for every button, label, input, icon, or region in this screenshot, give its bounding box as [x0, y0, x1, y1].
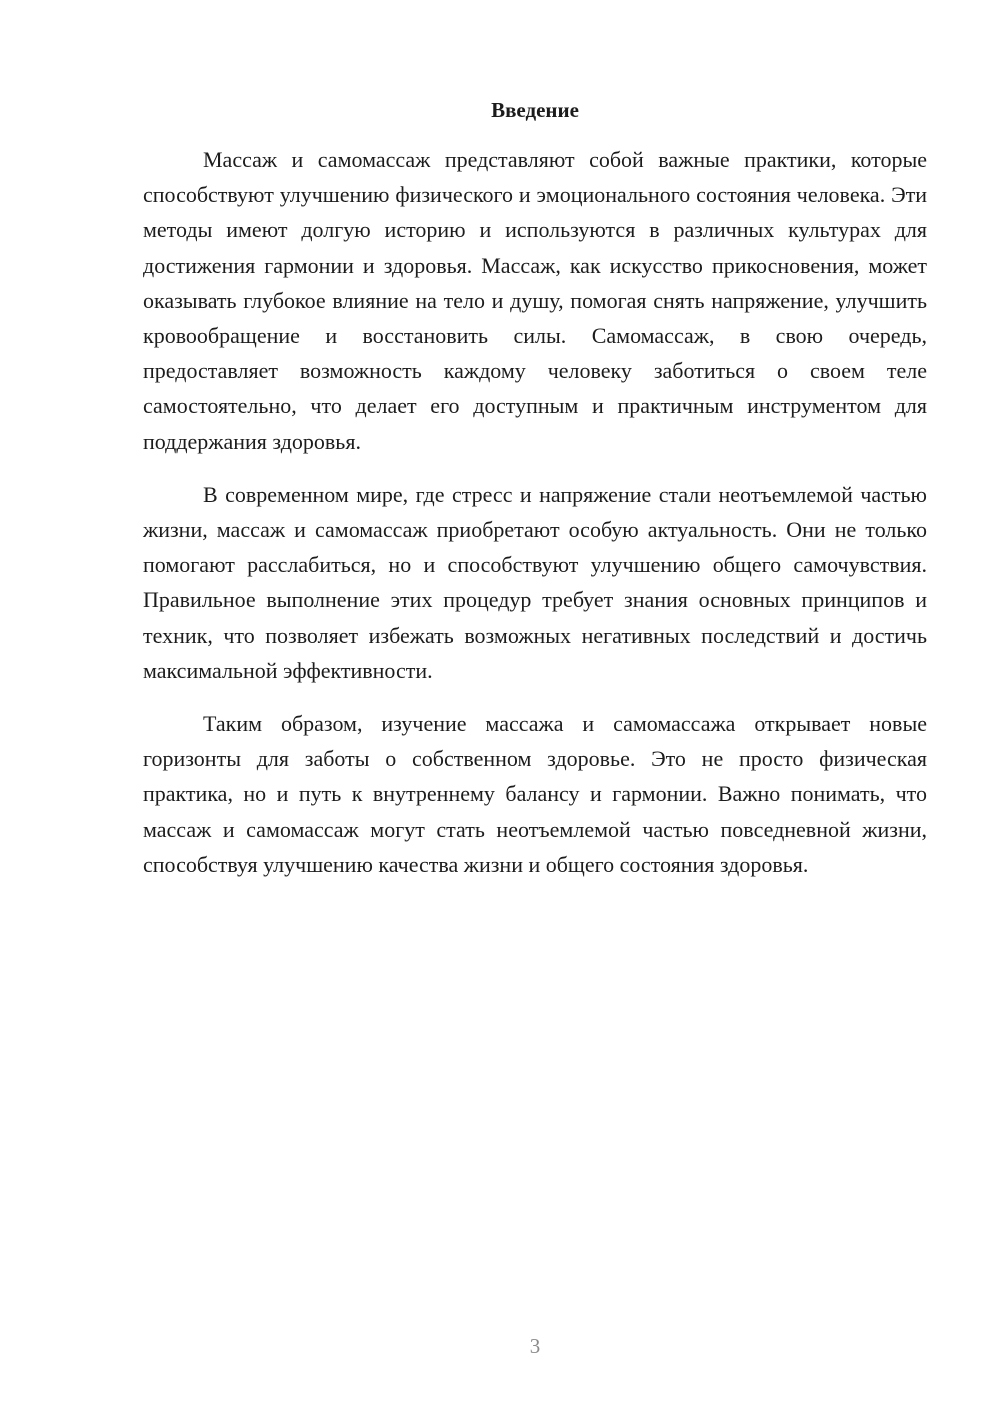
- page-content: [143, 95, 927, 882]
- paragraph-2: В современном мире, где стресс и напряжение стали неотъемлемой частью жизни, массаж и самомассаж приобретают особую актуальность. Они не только помогают расслабиться, но и способствуют улучшению общего самочувствия. Правильное выполнение этих процедур требует знания основных принципов и техник, что позволяет избежать возможных негативных последствий и достичь максимальной эффективности.: [143, 481, 927, 683]
- section-heading: Введение: [491, 98, 579, 122]
- paragraph-1: Массаж и самомассаж представляют собой важные практики, которые способствуют улучшению физического и эмоционального состояния человека. Эти методы имеют долгую историю и используются в различных культурах для достижения гармонии и здоровья. Массаж, как искусство прикосновения, может оказывать глубокое влияние на тело и душу, помогая снять напряжение, улучшить кровообращение и восстановить силы. Самомассаж, в свою очередь, предоставляет возможность каждому человеку заботиться о своем теле самостоятельно, что делает его доступным и практичным инструментом для поддержания здоровья.: [143, 147, 927, 454]
- paragraph-3: Таким образом, изучение массажа и самомассажа открывает новые горизонты для заботы о собственном здоровье. Это не просто физическая практика, но и путь к внутреннему балансу и гармонии. Важно понимать, что массаж и самомассаж могут стать неотъемлемой частью повседневной жизни, способствуя улучшению качества жизни и общего состояния здоровья.: [143, 711, 927, 877]
- page-number: 3: [529, 1334, 541, 1358]
